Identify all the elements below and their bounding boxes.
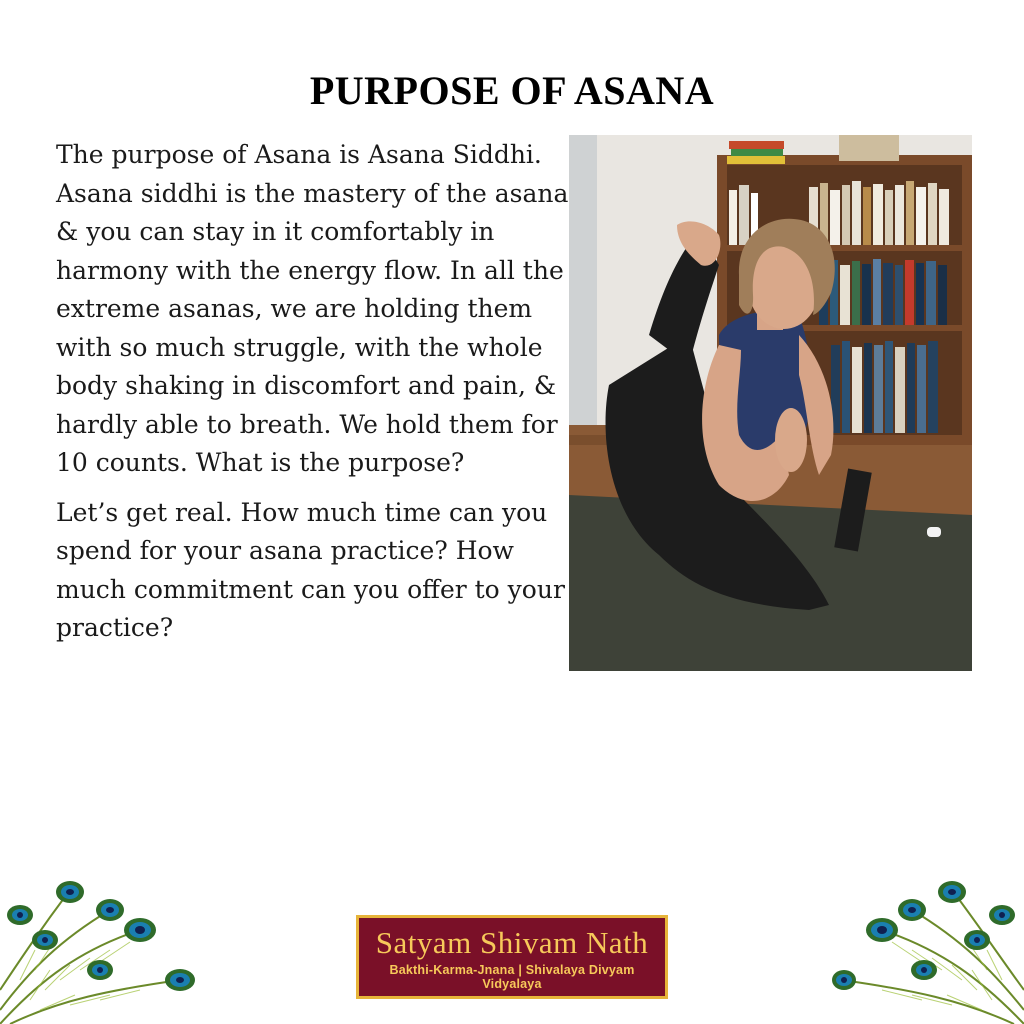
yoga-pose-photo [569,135,972,671]
brand-name: Satyam Shivam Nath [375,925,649,960]
paragraph-commitment: Let’s get real. How much time can you spend for your asana practice? How much commitment can you offer to your practice? [56,497,565,642]
peacock-feather-icon [0,870,200,1024]
paragraph-purpose: The purpose of Asana is Asana Siddhi. Asana siddhi is the mastery of the asana & you can stay in it comfortably in harmony with the energy flow. In all the extreme asanas, we are holding them with so much struggle, with the whole body shaking in discomfort and pain, & hardly able to breath. We hold them for 10 counts. What is the purpose? [56,140,569,477]
yoga-photo-illustration [569,135,972,671]
brand-logo [356,915,668,999]
body-text [56,136,576,659]
page-title: PURPOSE OF ASANA [309,67,715,113]
peacock-feather-icon [832,870,1024,1024]
brand-tagline: Bakthi-Karma-Jnana | Shivalaya Divyam Vidyalaya [389,963,635,991]
